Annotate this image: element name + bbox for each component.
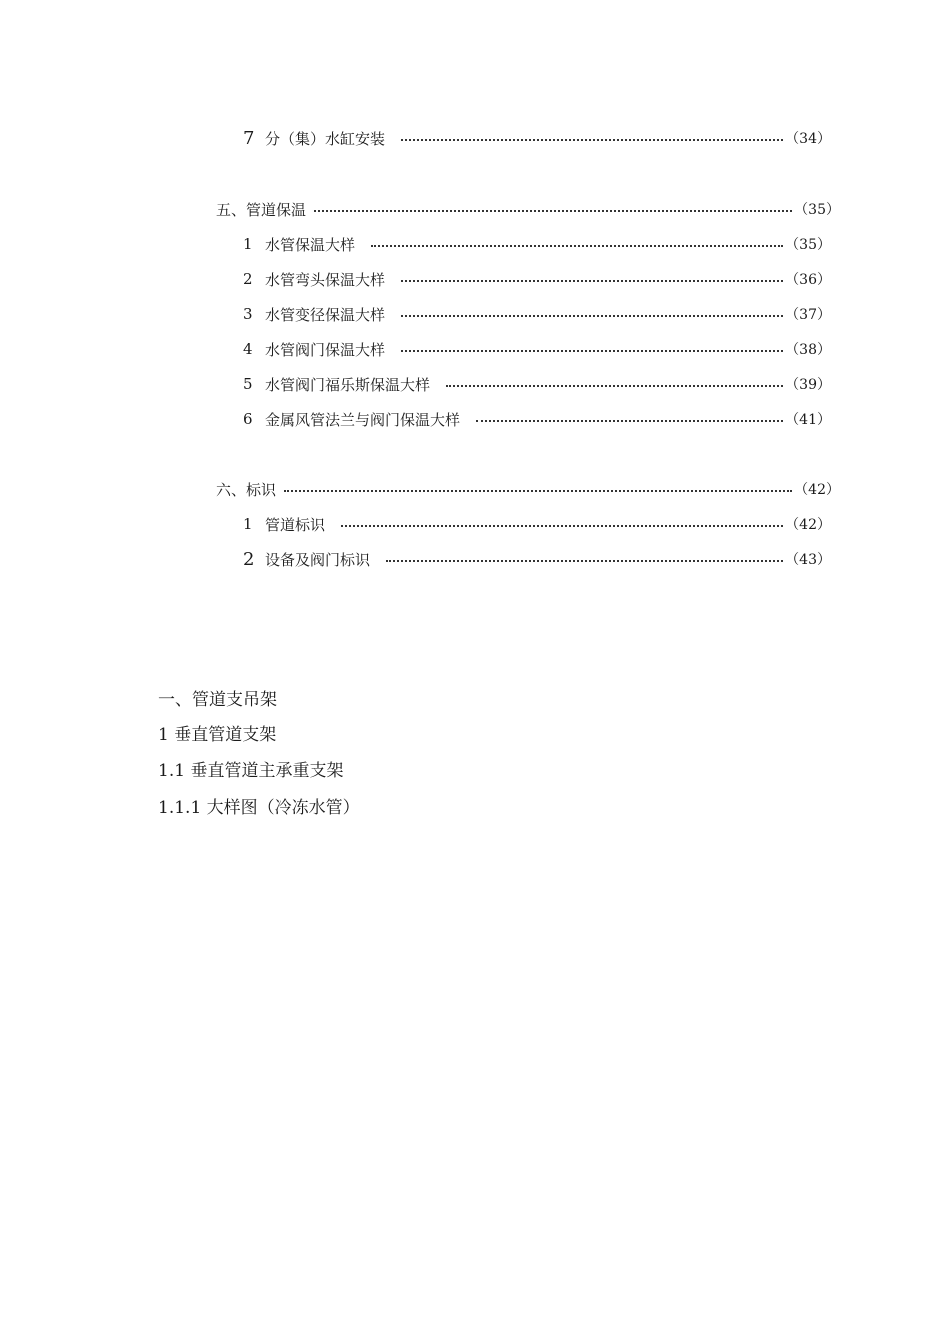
toc-entry[interactable] — [243, 232, 831, 256]
toc-section-title: 六、标识 — [216, 480, 277, 499]
toc-section-heading[interactable] — [216, 197, 840, 221]
toc-entry-number: 4 — [243, 340, 253, 358]
toc-entry-number: 1 — [243, 235, 253, 253]
toc-entry[interactable] — [243, 337, 831, 361]
section-heading-level-2: 1 垂直管道支架 — [158, 725, 277, 745]
toc-entry-page: （42） — [785, 517, 831, 533]
section-heading-level-4: 1.1.1 大样图（冷冻水管） — [158, 798, 360, 818]
toc-entry-page: （39） — [785, 377, 831, 393]
toc-section-page: （42） — [794, 482, 840, 498]
toc-entry-title: 水管弯头保温大样 — [265, 270, 386, 289]
toc-entry-number: 2 — [243, 548, 255, 570]
toc-entry[interactable] — [243, 267, 831, 291]
toc-entry-number: 3 — [243, 305, 253, 323]
toc-entry-title: 管道标识 — [265, 515, 326, 534]
dot-leader — [446, 385, 783, 387]
toc-entry-number: 6 — [243, 410, 253, 428]
toc-entry-title: 设备及阀门标识 — [265, 550, 371, 569]
dot-leader — [476, 420, 783, 422]
toc-entry-title: 水管阀门保温大样 — [265, 340, 386, 359]
dot-leader — [284, 490, 792, 492]
dot-leader — [401, 139, 783, 141]
section-heading-level-1: 一、管道支吊架 — [158, 690, 277, 710]
toc-entry-title: 分（集）水缸安装 — [265, 129, 386, 148]
toc-entry[interactable] — [243, 302, 831, 326]
toc-entry-page: （43） — [785, 552, 831, 568]
toc-entry[interactable] — [243, 407, 831, 431]
dot-leader — [314, 210, 792, 212]
dot-leader — [386, 560, 783, 562]
toc-entry-page: （37） — [785, 307, 831, 323]
toc-entry-title: 水管变径保温大样 — [265, 305, 386, 324]
toc-entry-number: 2 — [243, 270, 253, 288]
toc-entry[interactable] — [243, 547, 831, 571]
dot-leader — [401, 315, 783, 317]
section-heading-level-3: 1.1 垂直管道主承重支架 — [158, 761, 344, 781]
toc-entry-title: 金属风管法兰与阀门保温大样 — [265, 410, 461, 429]
dot-leader — [371, 245, 783, 247]
toc-entry[interactable] — [243, 512, 831, 536]
toc-entry-title: 水管阀门福乐斯保温大样 — [265, 375, 431, 394]
dot-leader — [401, 350, 783, 352]
toc-entry-number: 5 — [243, 375, 253, 393]
toc-section-heading[interactable] — [216, 477, 840, 501]
toc-entry-title: 水管保温大样 — [265, 235, 356, 254]
toc-section-page: （35） — [794, 202, 840, 218]
toc-entry-number: 7 — [243, 127, 255, 149]
toc-entry-number: 1 — [243, 515, 253, 533]
dot-leader — [341, 525, 783, 527]
toc-entry[interactable] — [243, 372, 831, 396]
toc-entry-page: （36） — [785, 272, 831, 288]
toc-entry[interactable] — [243, 126, 831, 150]
toc-entry-page: （41） — [785, 412, 831, 428]
toc-entry-page: （35） — [785, 237, 831, 253]
dot-leader — [401, 280, 783, 282]
toc-section-title: 五、管道保温 — [216, 200, 307, 219]
toc-entry-page: （38） — [785, 342, 831, 358]
toc-entry-page: （34） — [785, 131, 831, 147]
